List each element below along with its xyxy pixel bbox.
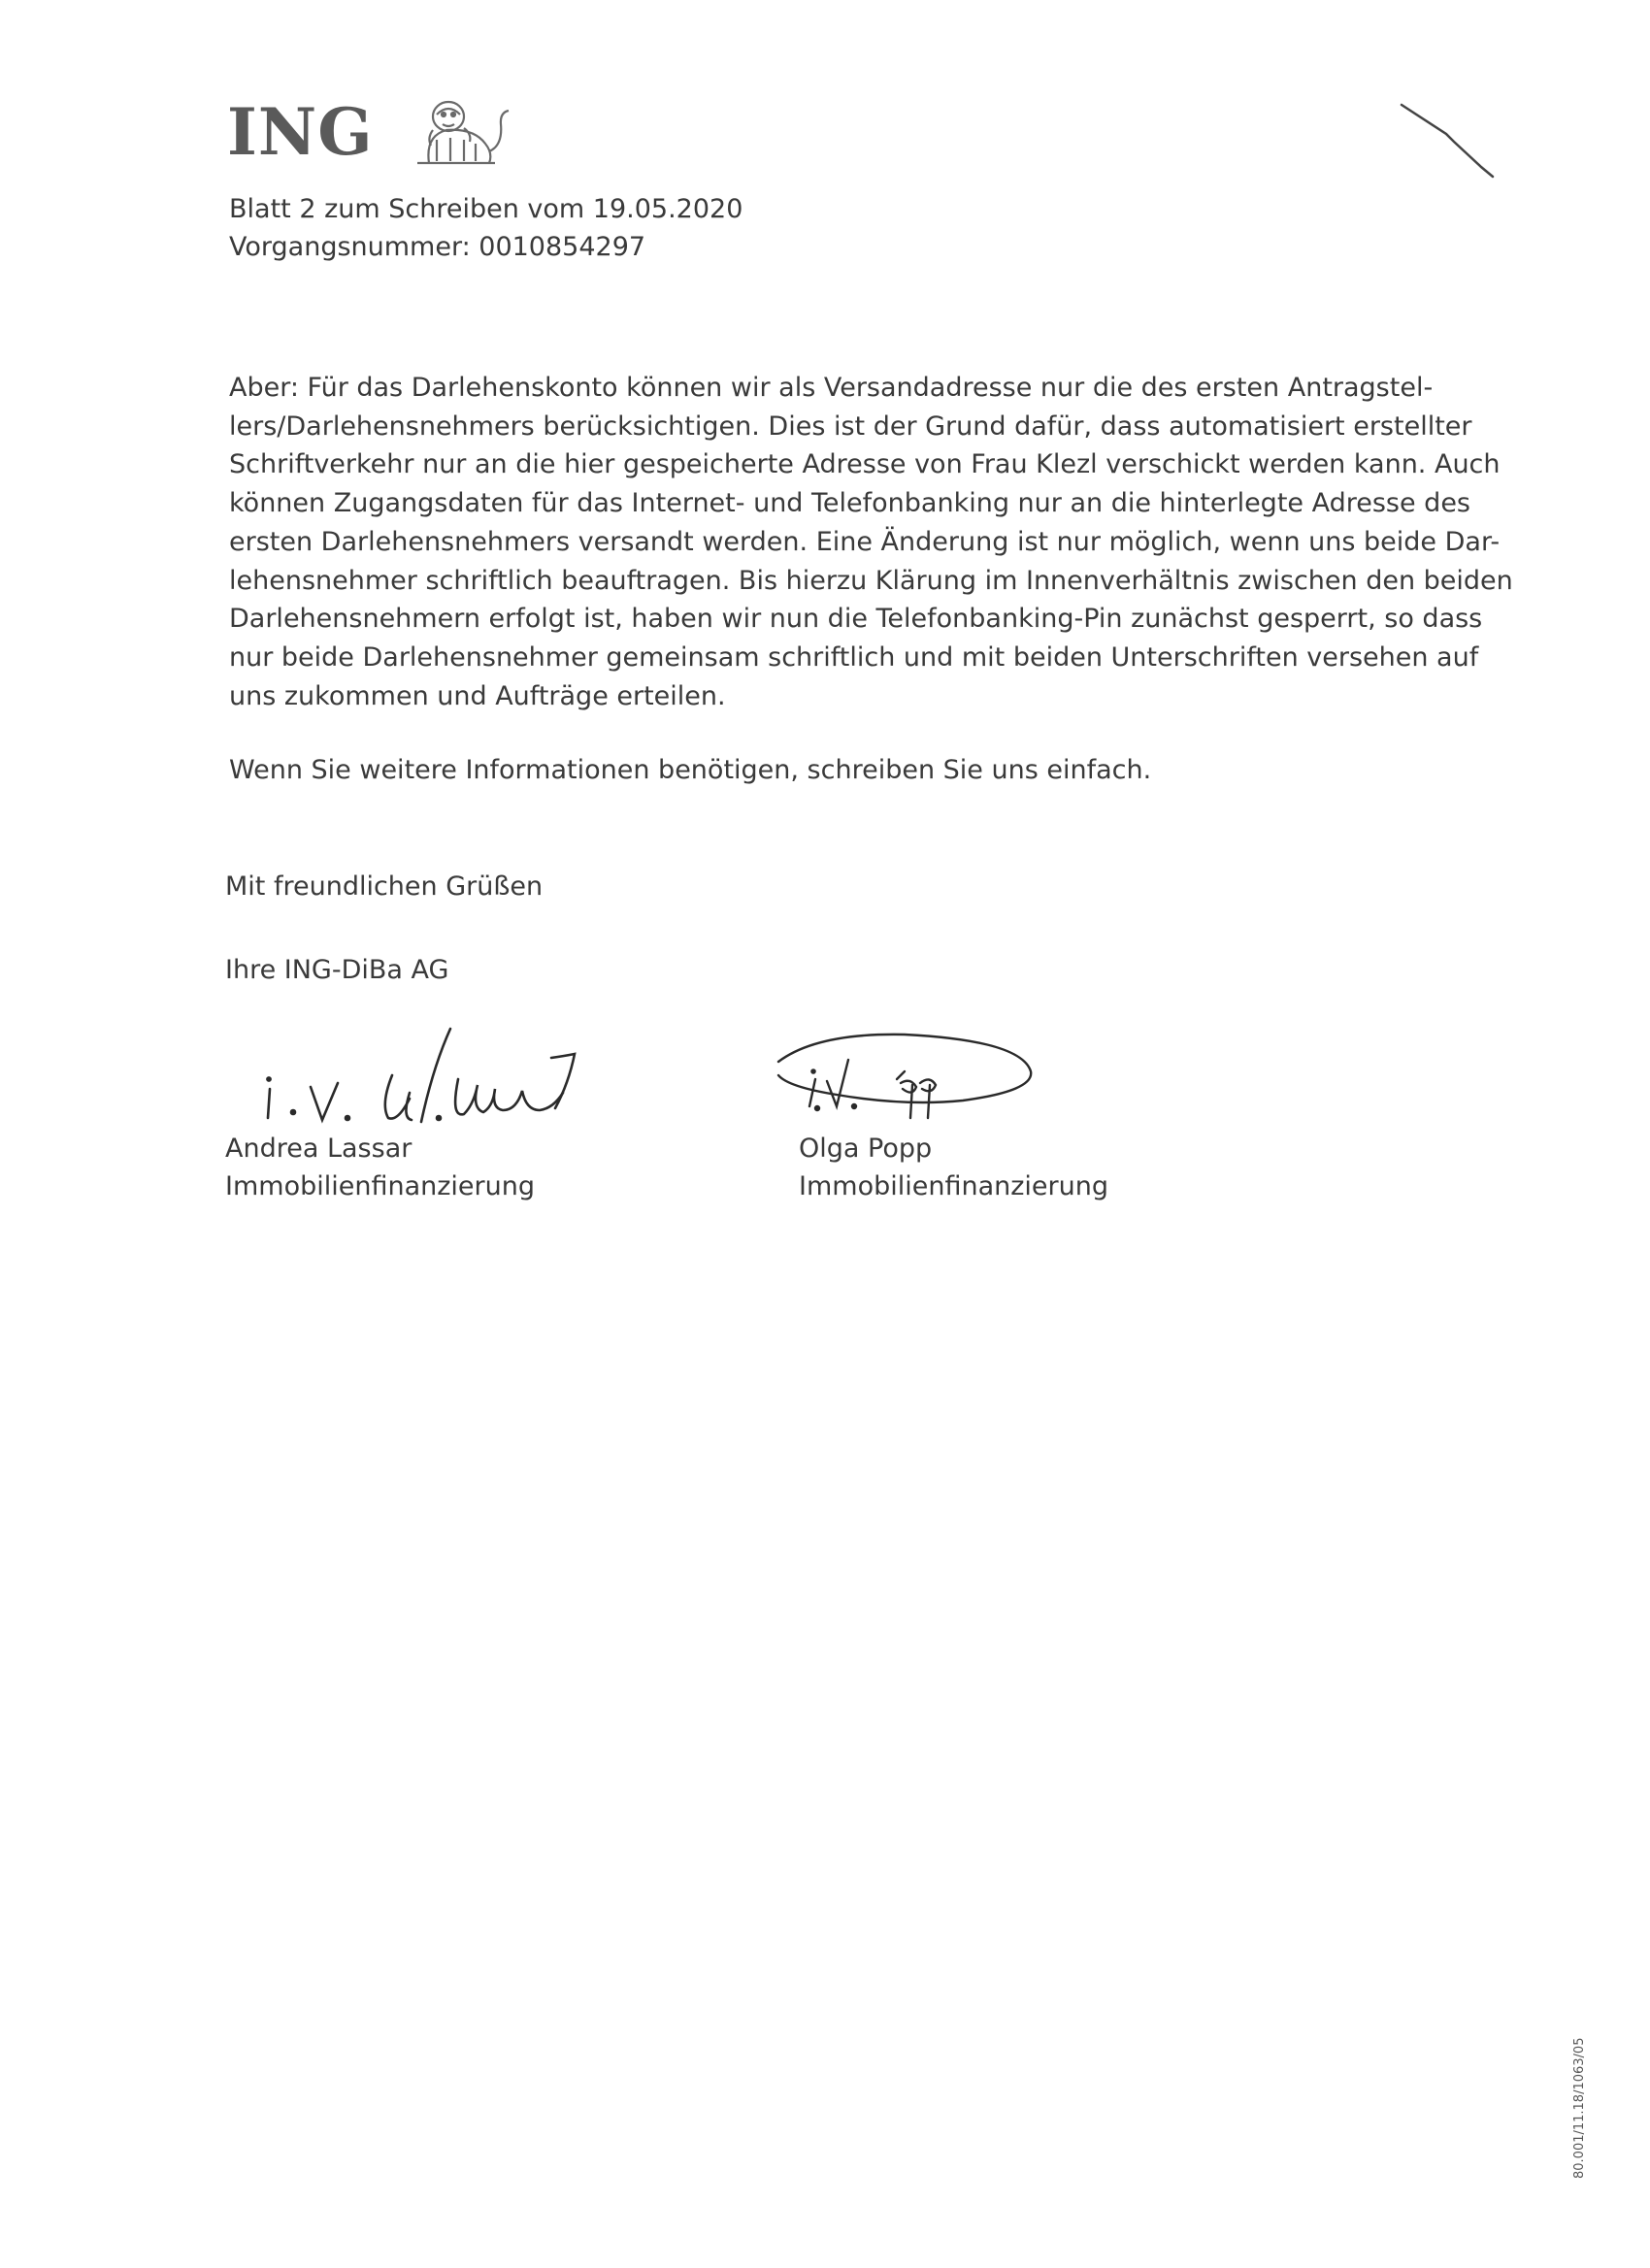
signatory-name: Olga Popp: [799, 1134, 933, 1164]
reference-block: [229, 190, 742, 266]
body-line: lehensnehmer schriftlich beauftragen. Bis hierzu Klärung im Innenverhältnis zwischen den beiden: [229, 565, 1513, 596]
body-line: können Zugangsdaten für das Internet- und Telefonbanking nur an die hinterlegte Adresse des: [229, 488, 1470, 519]
body-line: lers/Darlehensnehmers berücksichtigen. Dies ist der Grund dafür, dass automatisiert erstellter: [229, 411, 1472, 442]
signature-olga-popp: [769, 1023, 1040, 1130]
signatory-lassar: [225, 1130, 535, 1205]
pen-mark: [1398, 97, 1514, 184]
signatory-department: Immobilienfinanzierung: [225, 1171, 535, 1201]
company-name: Ihre ING-DiBa AG: [225, 955, 449, 985]
lion-icon: [408, 95, 514, 167]
reference-line: Blatt 2 zum Schreiben vom 19.05.2020: [229, 194, 743, 224]
body-line: Schriftverkehr nur an die hier gespeicherte Adresse von Frau Klezl verschickt werden kann. Auch: [229, 449, 1501, 480]
info-sentence: Wenn Sie weitere Informationen benötigen, schreiben Sie uns einfach.: [229, 755, 1152, 785]
body-line: uns zukommen und Aufträge erteilen.: [229, 680, 726, 711]
body-line: Aber: Für das Darlehenskonto können wir als Versandadresse nur die des ersten Antragstel-: [229, 373, 1434, 403]
greeting: Mit freundlichen Grüßen: [225, 871, 544, 902]
body-line: ersten Darlehensnehmers versandt werden. Eine Änderung ist nur möglich, wenn uns beide Dar-: [229, 526, 1501, 557]
body-line: nur beide Darlehensnehmer gemeinsam schriftlich und mit beiden Unterschriften versehen auf: [229, 641, 1479, 673]
case-number: Vorgangsnummer: 0010854297: [229, 232, 646, 262]
body-line: Darlehensnehmern erfolgt ist, haben wir nun die Telefonbanking-Pin zunächst gesperrt, so dass: [229, 604, 1483, 635]
signatory-name: Andrea Lassar: [225, 1134, 412, 1164]
signatory-department: Immobilienfinanzierung: [799, 1171, 1108, 1201]
ing-logo: [227, 93, 538, 171]
signature-andrea-lassar: [260, 1025, 610, 1132]
body-paragraph: [229, 369, 1513, 715]
signatory-popp: [799, 1130, 1108, 1205]
form-number: 80.001/11.18/1063/05: [1572, 2037, 1587, 2179]
logo-text: ING: [227, 94, 374, 170]
